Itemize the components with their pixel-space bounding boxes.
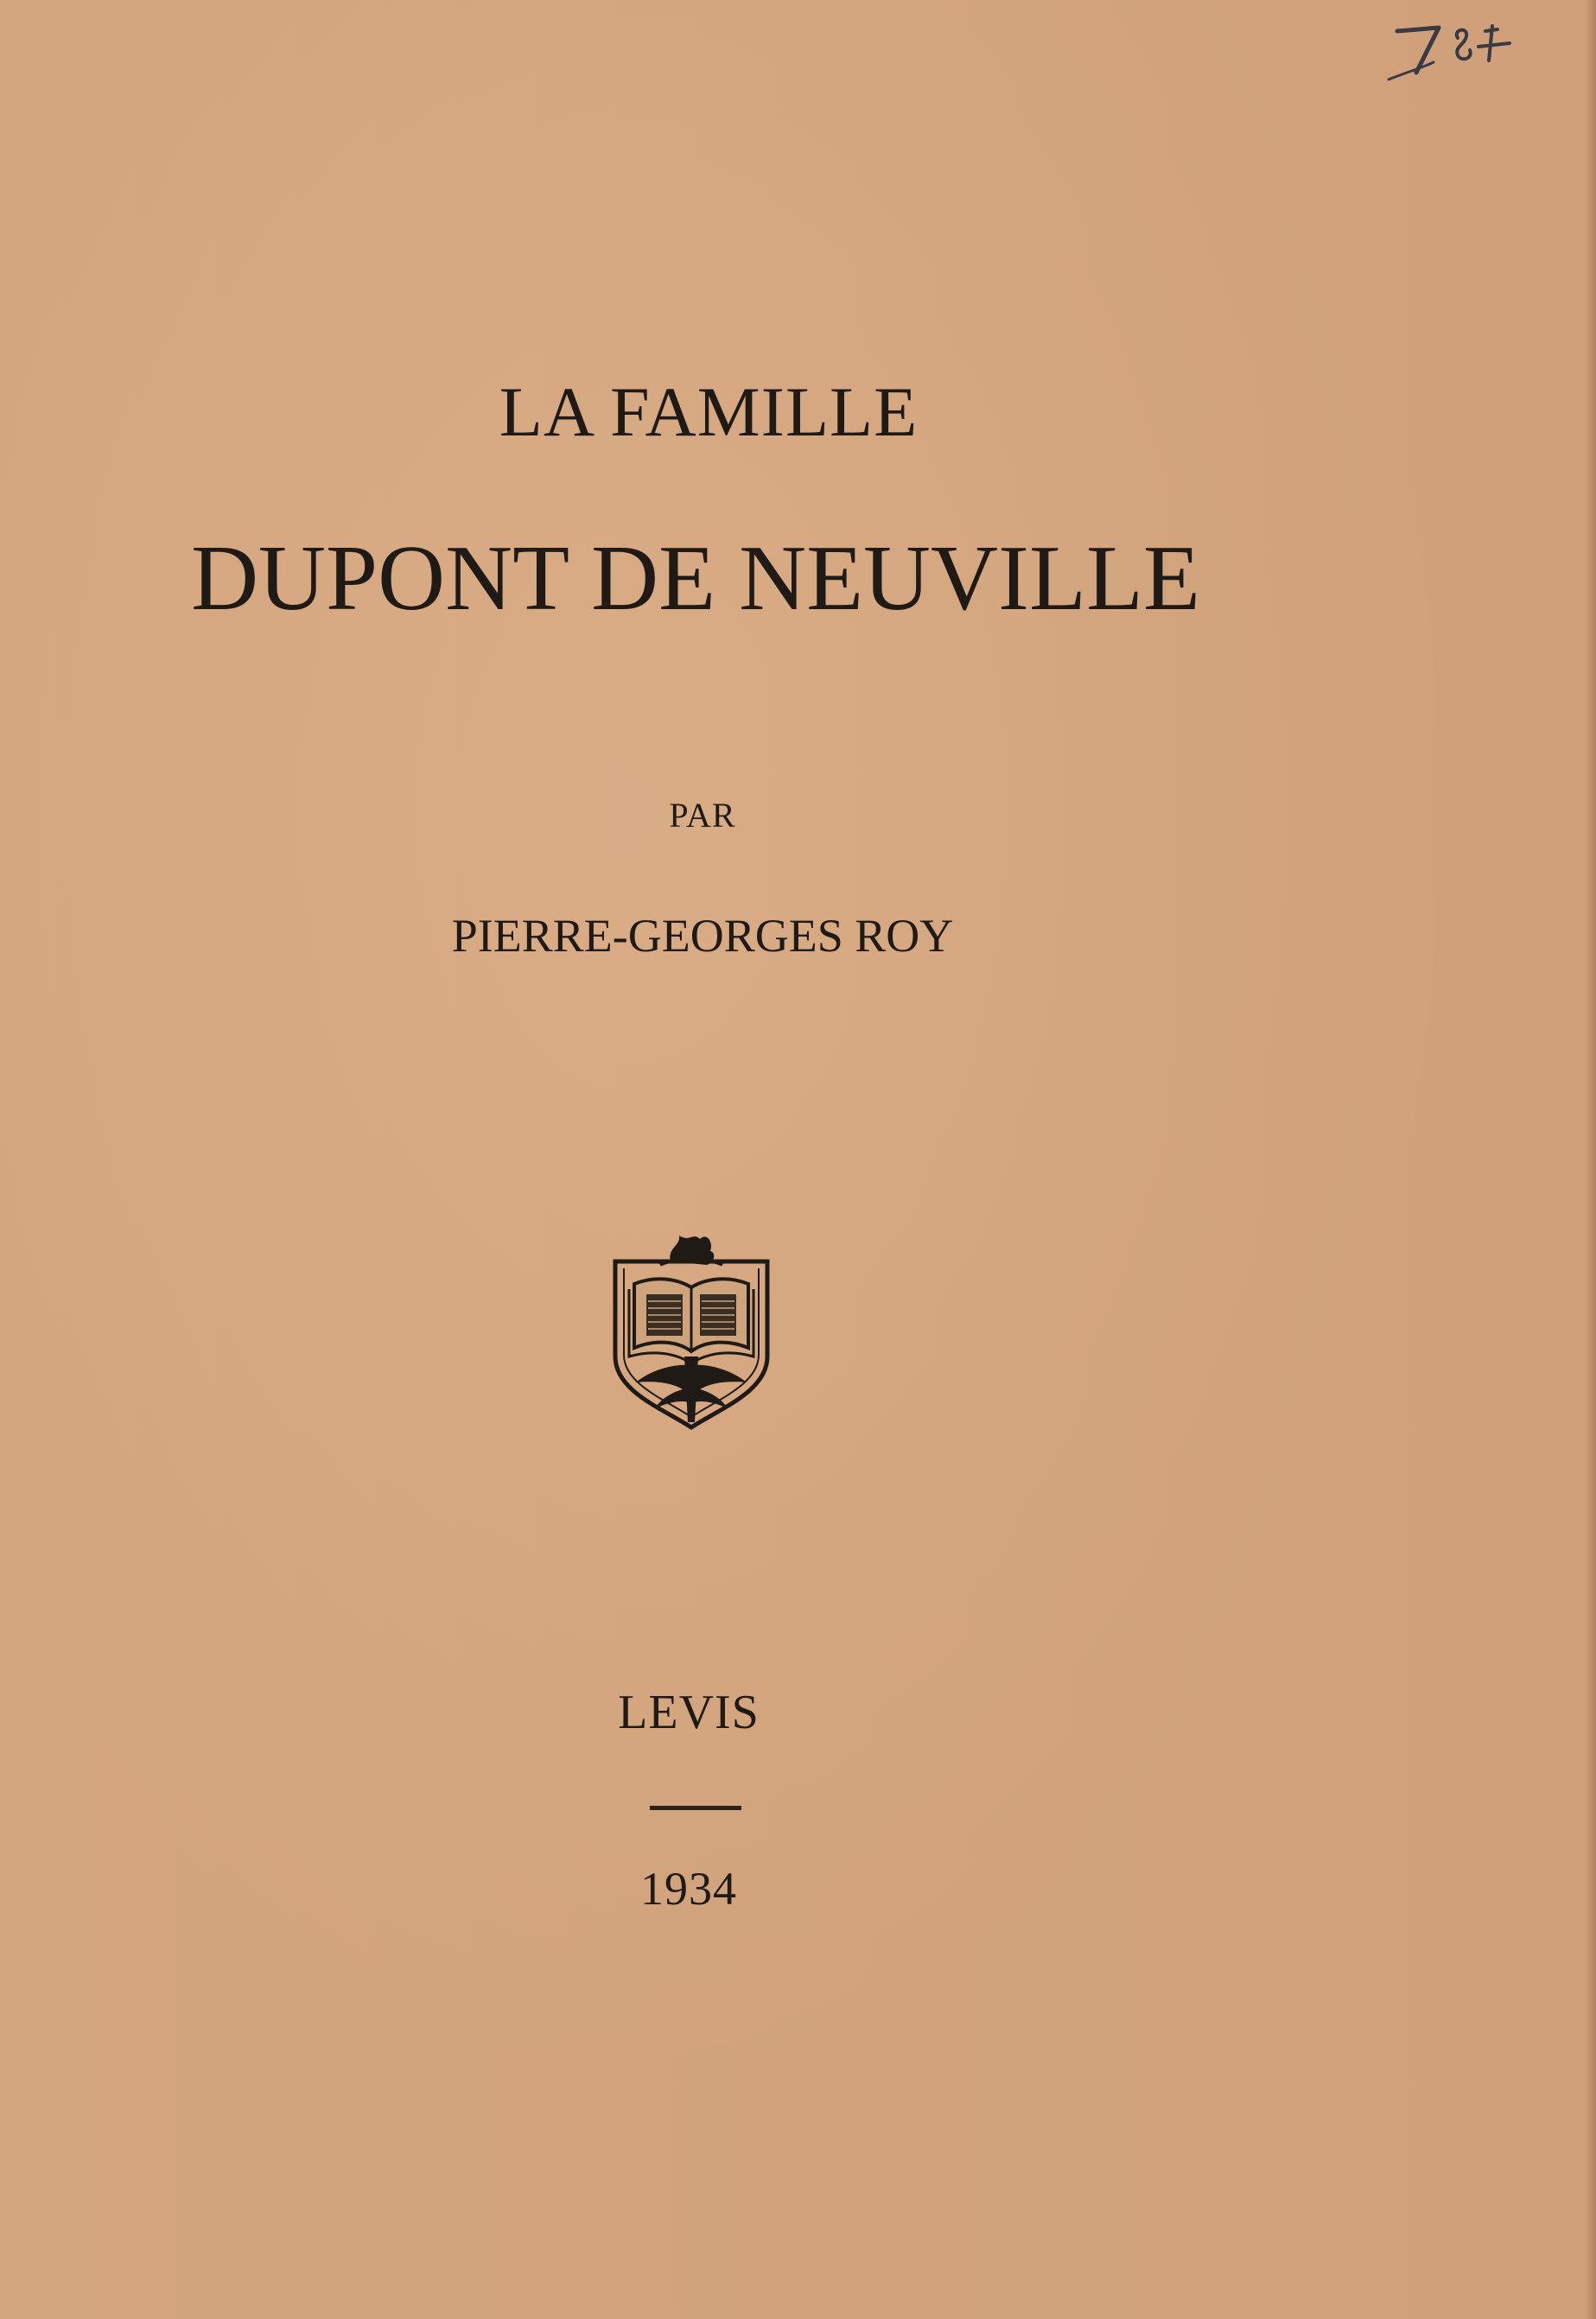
title-line-2: DUPONT DE NEUVILLE xyxy=(191,527,1200,630)
divider-rule xyxy=(650,1806,741,1810)
publisher-emblem-icon xyxy=(610,1227,773,1433)
by-label: PAR xyxy=(669,796,736,835)
handwritten-annotation-icon xyxy=(1371,12,1544,90)
title-line-1: LA FAMILLE xyxy=(499,372,919,451)
publication-place: LEVIS xyxy=(618,1686,760,1739)
author-name: PIERRE-GEORGES ROY xyxy=(451,910,954,962)
page-edge-shadow xyxy=(1584,0,1596,2319)
publication-year: 1934 xyxy=(640,1863,737,1915)
